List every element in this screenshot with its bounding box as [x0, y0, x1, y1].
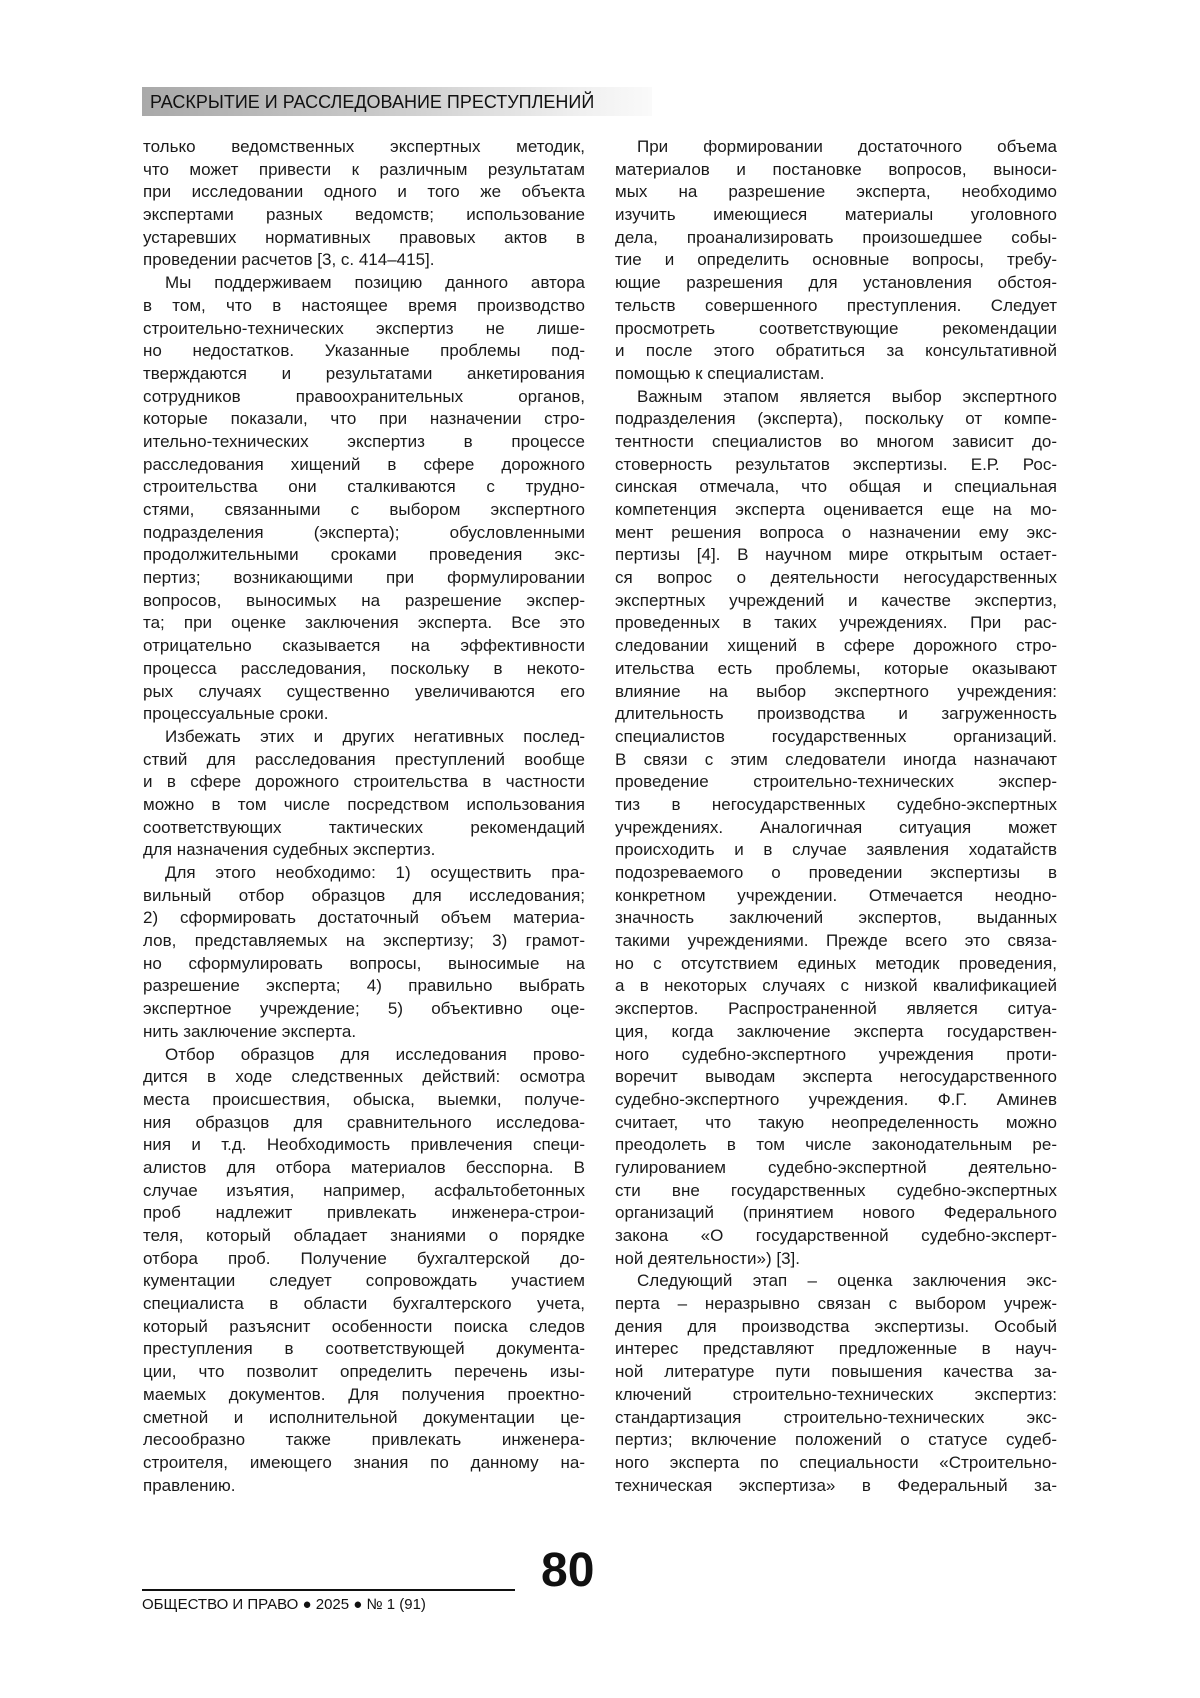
text-line: ной деятельности») [3].: [615, 1248, 1057, 1271]
paragraph: [615, 136, 1057, 386]
text-line: пертиз; возникающими при формулировании: [143, 567, 585, 590]
text-line: мент решения вопроса о назначении ему экс-: [615, 522, 1057, 545]
text-line: подозреваемого о проведении экспертизы в: [615, 862, 1057, 885]
text-line: только ведомственных экспертных методик,: [143, 136, 585, 159]
text-line: строителя, имеющего знания по данному на-: [143, 1452, 585, 1475]
text-line: лесообразно также привлекать инженера-: [143, 1429, 585, 1452]
text-line: разрешение эксперта; 4) правильно выбрать: [143, 975, 585, 998]
text-line: тельств совершенного преступления. Следует: [615, 295, 1057, 318]
text-line: ция, когда заключение эксперта государствен-: [615, 1021, 1057, 1044]
text-line: учреждениях. Аналогичная ситуация может: [615, 817, 1057, 840]
text-line: маемых документов. Для получения проектно-: [143, 1384, 585, 1407]
text-line: проб надлежит привлекать инженера-строи-: [143, 1202, 585, 1225]
text-line: влияние на выбор экспертного учреждения:: [615, 681, 1057, 704]
text-line: процесса расследования, поскольку в некото-: [143, 658, 585, 681]
text-line: алистов для отбора материалов бесспорна. В: [143, 1157, 585, 1180]
text-line: тиз в негосударственных судебно-экспертных: [615, 794, 1057, 817]
text-line: пертизы [4]. В научном мире открытым остает-: [615, 544, 1057, 567]
paragraph: [143, 726, 585, 862]
footer-divider: [142, 1589, 515, 1591]
text-line: теля, который обладает знаниями о порядке: [143, 1225, 585, 1248]
text-line: происходить и в случае заявления ходатайств: [615, 839, 1057, 862]
text-line: стандартизация строительно-технических экс-: [615, 1407, 1057, 1430]
text-line: мых на разрешение эксперта, необходимо: [615, 181, 1057, 204]
text-line: синская отмечала, что общая и специальная: [615, 476, 1057, 499]
text-line: правлению.: [143, 1475, 585, 1498]
text-line: места происшествия, обыска, выемки, получе-: [143, 1089, 585, 1112]
text-line: считает, что такую неопределенность можно: [615, 1112, 1057, 1135]
text-line: При формировании достаточного объема: [615, 136, 1057, 159]
text-line: организаций (принятием нового Федерального: [615, 1202, 1057, 1225]
text-line: значность заключений экспертов, выданных: [615, 907, 1057, 930]
text-column-right: [615, 136, 1057, 1497]
text-line: но с отсутствием единых методик проведения,: [615, 953, 1057, 976]
text-line: Избежать этих и других негативных послед-: [143, 726, 585, 749]
text-line: дения для производства экспертизы. Особый: [615, 1316, 1057, 1339]
paragraph: [143, 272, 585, 726]
text-line: дится в ходе следственных действий: осмотра: [143, 1066, 585, 1089]
text-line: Следующий этап – оценка заключения экс-: [615, 1270, 1057, 1293]
text-line: Мы поддерживаем позицию данного автора: [143, 272, 585, 295]
text-line: такими учреждениями. Прежде всего это связа-: [615, 930, 1057, 953]
text-line: экспертных учреждений и качестве экспертиз,: [615, 590, 1057, 613]
text-line: просмотреть соответствующие рекомендации: [615, 318, 1057, 341]
text-line: судебно-экспертного учреждения. Ф.Г. Аминев: [615, 1089, 1057, 1112]
paragraph: [615, 1270, 1057, 1497]
text-line: ключений строительно-технических экспертиз:: [615, 1384, 1057, 1407]
paragraph: [143, 862, 585, 1044]
text-line: при исследовании одного и того же объекта: [143, 181, 585, 204]
paragraph: [143, 136, 585, 272]
text-line: следовании хищений в сфере дорожного стро-: [615, 635, 1057, 658]
text-line: специалистов государственных организаций.: [615, 726, 1057, 749]
page-number: 80: [541, 1545, 594, 1597]
text-line: можно в том числе посредством использования: [143, 794, 585, 817]
text-line: Для этого необходимо: 1) осуществить пра-: [143, 862, 585, 885]
text-line: кументации следует сопровождать участием: [143, 1270, 585, 1293]
text-line: интерес представляют предложенные в науч-: [615, 1338, 1057, 1361]
text-line: вопросов, выносимых на разрешение экспер-: [143, 590, 585, 613]
text-line: подразделения (эксперта), поскольку от компе-: [615, 408, 1057, 431]
text-line: дела, проанализировать произошедшее собы-: [615, 227, 1057, 250]
text-line: строительства они сталкиваются с трудно-: [143, 476, 585, 499]
text-line: и после этого обратиться за консультативной: [615, 340, 1057, 363]
text-line: ительства есть проблемы, которые оказывают: [615, 658, 1057, 681]
text-line: экспертов. Распространенной является ситуа-: [615, 998, 1057, 1021]
text-line: экспертное учреждение; 5) объективно оце-: [143, 998, 585, 1021]
text-line: что может привести к различным результатам: [143, 159, 585, 182]
text-line: ции, что позволит определить перечень изы-: [143, 1361, 585, 1384]
text-line: ствий для расследования преступлений вообще: [143, 749, 585, 772]
text-line: специалиста в области бухгалтерского учета,: [143, 1293, 585, 1316]
text-line: отбора проб. Получение бухгалтерской до-: [143, 1248, 585, 1271]
text-line: ния и т.д. Необходимость привлечения специ-: [143, 1134, 585, 1157]
text-line: помощью к специалистам.: [615, 363, 1057, 386]
journal-issue: ОБЩЕСТВО И ПРАВО ● 2025 ● № 1 (91): [142, 1596, 426, 1614]
text-line: в том, что в настоящее время производство: [143, 295, 585, 318]
text-line: экспертами разных ведомств; использование: [143, 204, 585, 227]
text-line: преодолеть в том числе законодательным ре-: [615, 1134, 1057, 1157]
text-line: но сформулировать вопросы, выносимые на: [143, 953, 585, 976]
text-line: ного эксперта по специальности «Строительно-: [615, 1452, 1057, 1475]
text-line: Важным этапом является выбор экспертного: [615, 386, 1057, 409]
text-line: стоверность результатов экспертизы. Е.Р. Рос-: [615, 454, 1057, 477]
text-line: та; при оценке заключения эксперта. Все это: [143, 612, 585, 635]
text-line: а в некоторых случаях с низкой квалификацией: [615, 975, 1057, 998]
text-line: техническая экспертиза» в Федеральный за-: [615, 1475, 1057, 1498]
text-line: устаревших нормативных правовых актов в: [143, 227, 585, 250]
text-line: но недостатков. Указанные проблемы под-: [143, 340, 585, 363]
text-line: рых случаях существенно увеличиваются его: [143, 681, 585, 704]
text-line: тентности специалистов во многом зависит до-: [615, 431, 1057, 454]
text-line: длительность производства и загруженность: [615, 703, 1057, 726]
paragraph: [143, 1044, 585, 1498]
text-line: ной литературе пути повышения качества за-: [615, 1361, 1057, 1384]
text-line: сметной и исполнительной документации це-: [143, 1407, 585, 1430]
text-line: сти вне государственных судебно-экспертных: [615, 1180, 1057, 1203]
text-line: Отбор образцов для исследования прово-: [143, 1044, 585, 1067]
text-line: закона «О государственной судебно-эксперт-: [615, 1225, 1057, 1248]
text-line: воречит выводам эксперта негосударственного: [615, 1066, 1057, 1089]
paragraph: [615, 386, 1057, 1271]
text-line: проведенных в таких учреждениях. При рас-: [615, 612, 1057, 635]
text-line: перта – неразрывно связан с выбором учреж-: [615, 1293, 1057, 1316]
text-line: В связи с этим следователи иногда назначают: [615, 749, 1057, 772]
text-line: для назначения судебных экспертиз.: [143, 839, 585, 862]
text-line: пертиз; включение положений о статусе судеб-: [615, 1429, 1057, 1452]
text-line: тверждаются и результатами анкетирования: [143, 363, 585, 386]
section-title: РАСКРЫТИЕ И РАССЛЕДОВАНИЕ ПРЕСТУПЛЕНИЙ: [150, 91, 594, 113]
text-line: расследования хищений в сфере дорожного: [143, 454, 585, 477]
text-line: тие и определить основные вопросы, требу-: [615, 249, 1057, 272]
text-line: конкретном учреждении. Отмечается неодно-: [615, 885, 1057, 908]
text-line: проведении расчетов [3, с. 414–415].: [143, 249, 585, 272]
text-line: отрицательно сказывается на эффективности: [143, 635, 585, 658]
text-line: строительно-технических экспертиз не лише-: [143, 318, 585, 341]
text-line: который разъяснит особенности поиска следов: [143, 1316, 585, 1339]
text-line: и в сфере дорожного строительства в частности: [143, 771, 585, 794]
text-line: вильный отбор образцов для исследования;: [143, 885, 585, 908]
text-line: лов, представляемых на экспертизу; 3) грамот-: [143, 930, 585, 953]
text-line: сотрудников правоохранительных органов,: [143, 386, 585, 409]
text-line: которые показали, что при назначении стро-: [143, 408, 585, 431]
text-line: процессуальные сроки.: [143, 703, 585, 726]
text-line: гулированием судебно-экспертной деятельно-: [615, 1157, 1057, 1180]
text-line: материалов и постановке вопросов, выноси-: [615, 159, 1057, 182]
text-column-left: [143, 136, 585, 1497]
text-line: соответствующих тактических рекомендаций: [143, 817, 585, 840]
text-line: преступления в соответствующей документа-: [143, 1338, 585, 1361]
text-line: ного судебно-экспертного учреждения проти-: [615, 1044, 1057, 1067]
text-line: 2) сформировать достаточный объем материа-: [143, 907, 585, 930]
text-line: случае изъятия, например, асфальтобетонных: [143, 1180, 585, 1203]
text-line: ния образцов для сравнительного исследова-: [143, 1112, 585, 1135]
text-line: нить заключение эксперта.: [143, 1021, 585, 1044]
text-line: изучить имеющиеся материалы уголовного: [615, 204, 1057, 227]
text-line: ся вопрос о деятельности негосударственных: [615, 567, 1057, 590]
text-line: ительно-технических экспертиз в процессе: [143, 431, 585, 454]
text-line: стями, связанными с выбором экспертного: [143, 499, 585, 522]
text-line: проведение строительно-технических экспер-: [615, 771, 1057, 794]
text-line: продолжительными сроками проведения экс-: [143, 544, 585, 567]
text-line: подразделения (эксперта); обусловленными: [143, 522, 585, 545]
text-line: ющие разрешения для установления обстоя-: [615, 272, 1057, 295]
text-line: компетенция эксперта оценивается еще на мо-: [615, 499, 1057, 522]
